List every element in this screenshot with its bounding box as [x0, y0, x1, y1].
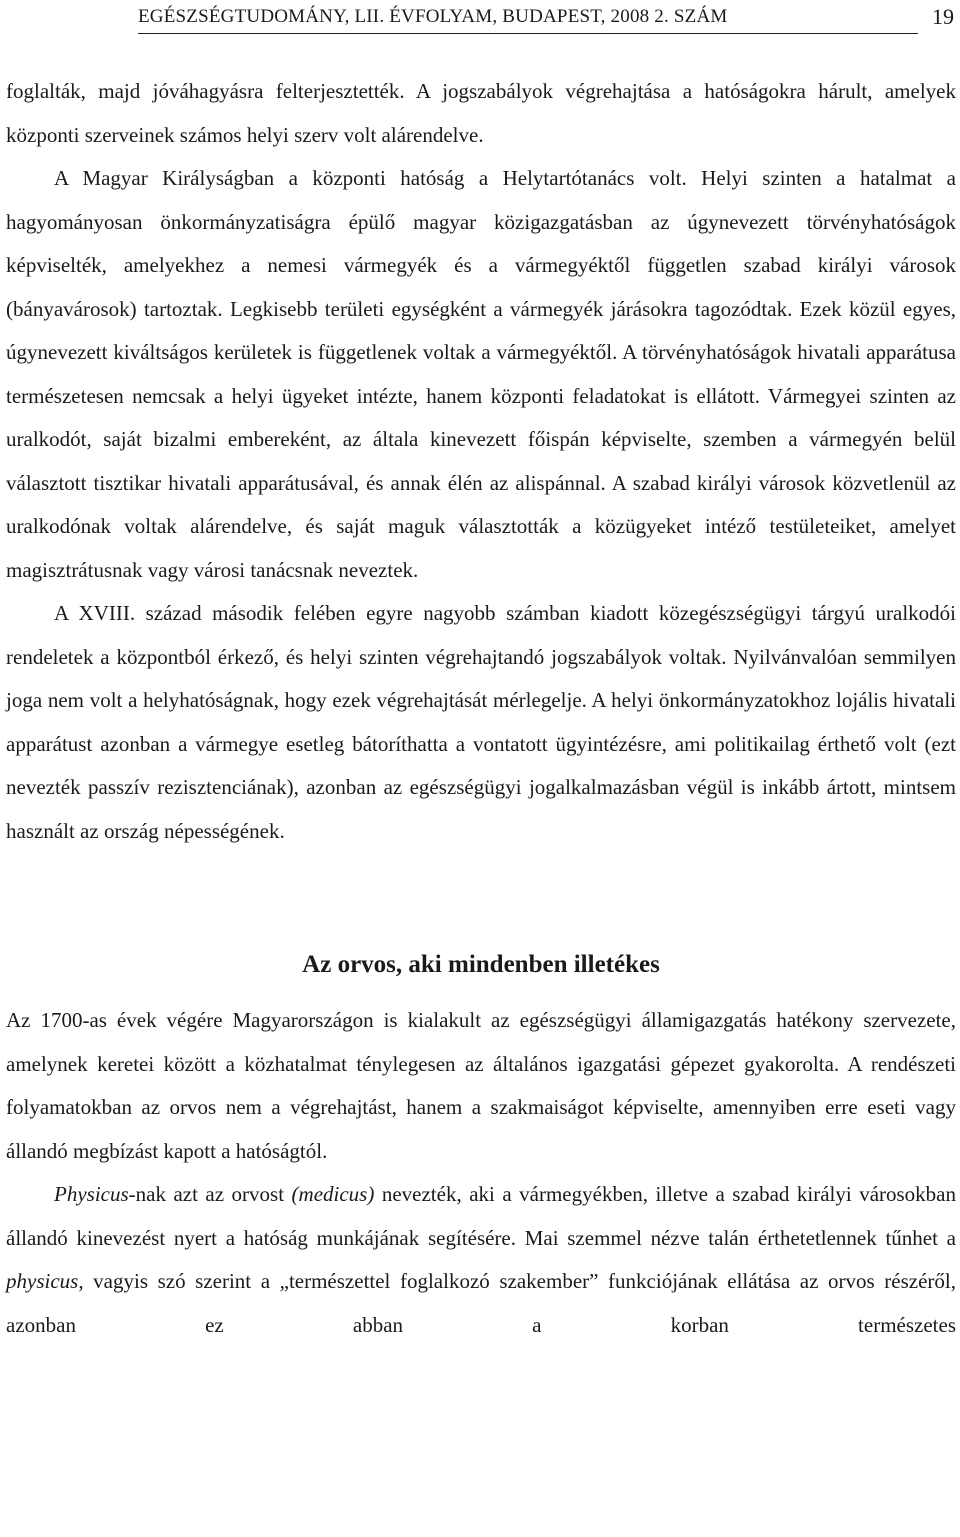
- paragraph-5-text-a: -nak azt az orvost: [128, 1182, 292, 1206]
- paragraph-5-text-b: nevezték, aki a vármegyékben, illetve a szabad királyi városokban állandó kinevezést nyert a hatóság munkájának segítésére. Mai szemmel nézve talán érthetetlennek tűnhet a: [6, 1182, 957, 1250]
- section-heading: Az orvos, aki mindenben illetékes: [302, 951, 660, 978]
- journal-header-title: EGÉSZSÉGTUDOMÁNY, LII. ÉVFOLYAM, BUDAPEST, 2008 2. SZÁM: [138, 6, 728, 27]
- paragraph-2: A Magyar Királyságban a központi hatóság a Helytartótanács volt. Helyi szinten a hatalmat a hagyományosan önkormányzatiságra épülő magyar közigazgatásban az úgynevezett törvényhatóságok képviselték, amelyekhez a nemesi vármegyék és a vármegyéktől független szabad királyi városok (bányavárosok) tartoztak. Legkisebb területi egységként a vármegyék járásokra tagozódtak. Ezek közül egyes, úgynevezett kiváltságos kerületek is függetlenek voltak a vármegyéktől. A törvényhatóságok hivatali apparátusa természetesen nemcsak a helyi ügyeket intézte, hanem központi feladatokat is ellátott. Vármegyei szinten az uralkodót, saját bizalmi embereként, az általa kinevezett főispán képviselte, szemben a vármegyén belül választott tisztikar hivatali apparátusával, és annak élén az alispánnal. A szabad királyi városok közvetlenül az uralkodónak voltak alárendelve, és saját maguk választották a közügyeket intéző testületeiket, amelyet magisztrátusnak vagy városi tanácsnak neveztek.: [6, 166, 956, 582]
- paragraph-4: Az 1700-as évek végére Magyarországon is kialakult az egészségügyi államigazgatás hatékony szervezete, amelynek keretei között a közhatalmat ténylegesen az általános igazgatási gépezet gyakorolta. A rendészeti folyamatokban az orvos nem a végrehajtást, hanem a szakmaiságot képviselte, amennyiben erre eseti vagy állandó megbízást kapott a hatóságtól.: [6, 1008, 956, 1163]
- term-physicus: Physicus: [54, 1182, 129, 1206]
- paragraph-5: [6, 1173, 956, 1347]
- paragraph-3: A XVIII. század második felében egyre nagyobb számban kiadott közegészségügyi tárgyú uralkodói rendeletek a központból érkező, és helyi szinten végrehajtandó jogszabályok voltak. Nyilvánvalóan semmilyen joga nem volt a helyhatóságnak, hogy ezek végrehajtását mérlegelje. A helyi önkormányzatokhoz lojális hivatali apparátust azonban a vármegye esetleg bátoríthatta a vontatott ügyintézésre, ami politikailag érthető volt (ezt nevezték passzív rezisztenciának), azonban az egészségügyi jogalkalmazásban végül is inkább ártott, mintsem használt az ország népességének.: [6, 601, 956, 843]
- paragraph-5-text-c: , vagyis szó szerint a „természettel foglalkozó szakember” funkciójának ellátása az orvos részéről, azonban ez abban a korban természetes: [6, 1269, 956, 1337]
- page-number: 19: [932, 4, 954, 29]
- article-body: [6, 70, 956, 1347]
- paragraph-1: foglalták, majd jóváhagyásra felterjesztették. A jogszabályok végrehajtása a hatóságokra hárult, amelyek központi szerveinek számos helyi szerv volt alárendelve.: [6, 79, 956, 147]
- running-header: [0, 0, 960, 40]
- term-medicus: (medicus): [291, 1182, 375, 1206]
- header-rule: [138, 33, 918, 34]
- term-physicus-2: physicus: [6, 1269, 79, 1293]
